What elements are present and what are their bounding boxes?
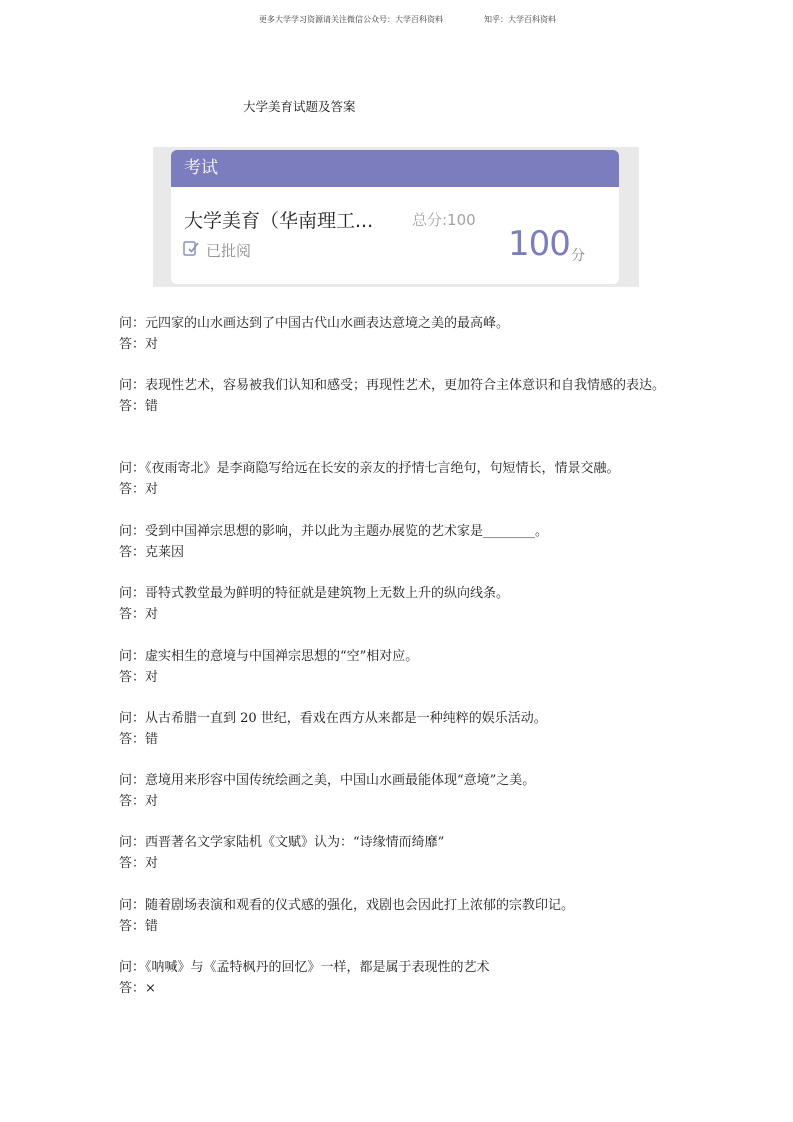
qa-item	[119, 709, 689, 750]
answer-text: 答：对	[119, 606, 159, 622]
card-section-label: 考试	[171, 150, 619, 187]
question-text: 问：西晋著名文学家陆机《文赋》认为：“诗缘情而绮靡”	[119, 835, 445, 850]
question-text: 问：随着剧场表演和观看的仪式感的强化，戏剧也会因此打上浓郁的宗教印记。	[119, 898, 575, 913]
answer-text: 答：对	[119, 336, 159, 352]
qa-item	[119, 314, 689, 355]
answer-text: 答：错	[119, 918, 159, 934]
question-text: 问：哥特式教堂最为鲜明的特征就是建筑物上无数上升的纵向线条。	[119, 586, 510, 601]
question-text: 问：受到中国禅宗思想的影响，并以此为主题办展览的艺术家是________。	[119, 524, 549, 539]
question-text: 问：《夜雨寄北》是李商隐写给远在长安的亲友的抒情七言绝句，句短情长，情景交融。	[119, 461, 620, 476]
answer-text: 答：对	[119, 793, 159, 809]
document-title: 大学美育试题及答案	[243, 99, 356, 114]
qa-item	[119, 459, 689, 500]
qa-item	[119, 958, 689, 999]
answer-text: 答：克莱因	[119, 544, 185, 560]
question-text: 问：虚实相生的意境与中国禅宗思想的“空”相对应。	[119, 649, 419, 664]
qa-item	[119, 647, 689, 688]
question-text: 问：《呐喊》与《孟特枫丹的回忆》一样，都是属于表现性的艺术	[119, 960, 490, 975]
review-status-label: 已批阅	[206, 241, 252, 260]
question-text: 问：表现性艺术，容易被我们认知和感受；再现性艺术，更加符合主体意识和自我情感的表达。	[119, 378, 666, 393]
question-text: 问：意境用来形容中国传统绘画之美，中国山水画最能体现“意境”之美。	[119, 773, 536, 788]
score-unit: 分	[571, 248, 585, 264]
review-status	[182, 239, 251, 261]
score-value: 100	[508, 224, 570, 264]
answer-text: 答：×	[119, 980, 156, 996]
exam-card[interactable]	[171, 150, 619, 284]
qa-item	[119, 376, 689, 417]
qa-item	[119, 833, 689, 874]
exam-card-screenshot	[153, 147, 639, 287]
qa-item	[119, 771, 689, 812]
answer-text: 答：对	[119, 481, 159, 497]
answer-text: 答：错	[119, 398, 159, 414]
qa-item	[119, 522, 689, 563]
reviewed-icon	[182, 239, 206, 261]
qa-item	[119, 896, 689, 937]
header-left-text: 更多大学学习资源请关注微信公众号：大学百科资料	[259, 15, 443, 24]
header-right-text: 知乎：大学百科资料	[484, 15, 556, 24]
question-text: 问：元四家的山水画达到了中国古代山水画表达意境之美的最高峰。	[119, 316, 510, 331]
question-text: 问：从古希腊一直到 20 世纪，看戏在西方从来都是一种纯粹的娱乐活动。	[119, 711, 547, 726]
answer-text: 答：对	[119, 855, 159, 871]
answer-text: 答：错	[119, 731, 159, 747]
exam-name: 大学美育（华南理工...	[184, 210, 374, 232]
qa-item	[119, 584, 689, 625]
total-score-label: 总分:100	[412, 211, 476, 229]
answer-text: 答：对	[119, 669, 159, 685]
